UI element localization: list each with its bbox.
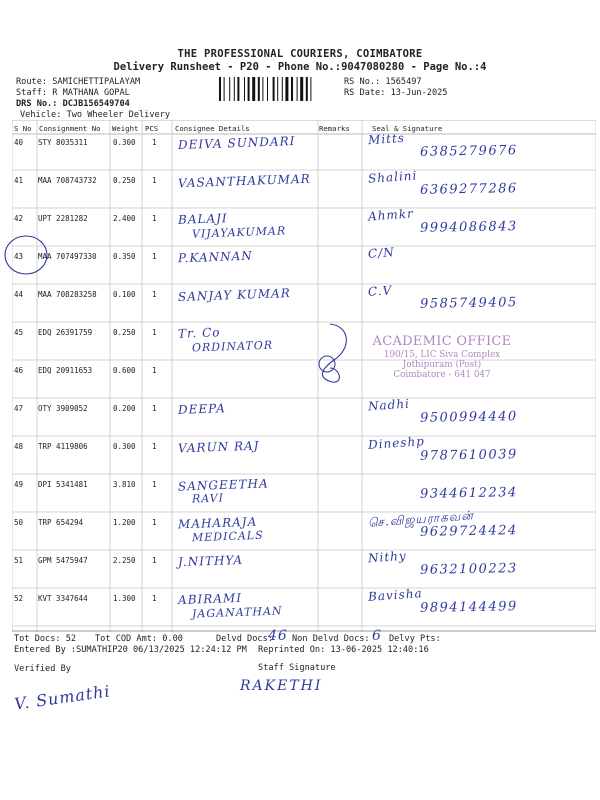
signature-handwriting: Nithy — [367, 548, 408, 566]
signature-handwriting: Shalini — [367, 168, 418, 186]
stamp-line-3: Jothipuram (Post) — [402, 360, 482, 370]
row-consignment-no: TRP 4119806 — [38, 442, 88, 451]
row-weight: 2.250 — [113, 556, 136, 565]
vehicle-label: Vehicle: Two Wheeler Delivery — [20, 110, 171, 120]
rs-date: RS Date: 13-Jun-2025 — [344, 88, 448, 98]
non-delivered-docs-value: 6 — [372, 628, 382, 644]
reprinted-on: Reprinted On: 13-06-2025 12:40:16 — [258, 645, 429, 655]
consignee-handwriting: VIJAYAKUMAR — [191, 224, 287, 241]
phone-handwriting: 9894144499 — [419, 599, 518, 616]
row-weight: 0.300 — [113, 442, 136, 451]
staff-signature-label: Staff Signature — [258, 663, 336, 673]
row-sno: 45 — [14, 328, 24, 337]
stamp-line-1: ACADEMIC OFFICE — [372, 334, 512, 349]
runsheet-subtitle: Delivery Runsheet - P20 - Phone No.:9047080280 - Page No.:4 — [113, 61, 487, 73]
row-weight: 0.200 — [113, 404, 136, 413]
row-sno: 51 — [14, 556, 24, 565]
consignee-handwriting: SANJAY KUMAR — [177, 286, 291, 304]
row-sno: 49 — [14, 480, 24, 489]
pen-circle-mark — [2, 232, 50, 278]
row-weight: 0.600 — [113, 366, 136, 375]
phone-handwriting: 6369277286 — [419, 181, 518, 198]
row-consignment-no: MAA 707497330 — [38, 252, 97, 261]
row-weight: 1.200 — [113, 518, 136, 527]
row-pcs: 1 — [152, 328, 157, 337]
rs-number: RS No.: 1565497 — [344, 77, 422, 87]
signature-handwriting: Mitts — [367, 130, 406, 148]
row-weight: 1.300 — [113, 594, 136, 603]
signature-handwriting: Nadhi — [367, 396, 411, 414]
row-pcs: 1 — [152, 404, 157, 413]
row-sno: 41 — [14, 176, 24, 185]
signature-handwriting: C/N — [367, 245, 396, 261]
consignee-handwriting: ABIRAMI — [177, 590, 243, 608]
consignee-handwriting: RAVI — [191, 491, 225, 506]
row-consignment-no: GPM 5475947 — [38, 556, 88, 565]
entered-by: Entered By :SUMATHIP20 06/13/2025 12:24:12 PM — [14, 645, 247, 655]
consignee-handwriting: MEDICALS — [191, 528, 264, 545]
signature-handwriting: Ahmkr — [367, 206, 415, 224]
stamp-line-2: 190/15, LIC Siva Complex — [383, 350, 501, 360]
row-consignment-no: STY 8035311 — [38, 138, 88, 147]
verified-signature: V. Sumathi — [13, 681, 112, 714]
consignee-handwriting: Tr. Co — [177, 325, 221, 341]
col-weight: Weight — [112, 124, 139, 133]
row-consignment-no: DPI 5341481 — [38, 480, 88, 489]
phone-handwriting: 9585749405 — [419, 295, 518, 312]
route-label: Route: SAMICHETTIPALAYAM — [16, 77, 141, 87]
consignee-handwriting: P.KANNAN — [177, 248, 254, 266]
row-consignment-no: UPT 2281282 — [38, 214, 88, 223]
row-sno: 40 — [14, 138, 24, 147]
signature-handwriting: செ.விஜயராகவன் — [367, 508, 475, 530]
staff-label: Staff: R MATHANA GOPAL — [16, 88, 130, 98]
phone-handwriting: 9344612234 — [419, 485, 518, 502]
total-cod-amount: Tot COD Amt: 0.00 — [95, 634, 183, 644]
signature-handwriting: Bavisha — [367, 586, 424, 604]
row-sno: 47 — [14, 404, 24, 413]
consignee-handwriting: ORDINATOR — [191, 338, 274, 355]
row-weight: 0.100 — [113, 290, 136, 299]
consignee-handwriting: VARUN RAJ — [177, 438, 260, 456]
row-consignment-no: KVT 3347644 — [38, 594, 88, 603]
row-sno: 46 — [14, 366, 24, 375]
row-sno: 52 — [14, 594, 24, 603]
col-consignee: Consignee Details — [175, 124, 250, 133]
total-docs: Tot Docs: 52 — [14, 634, 77, 644]
consignee-handwriting: JAGANATHAN — [191, 604, 283, 621]
consignee-handwriting: SANGEETHA — [177, 476, 269, 494]
row-sno: 44 — [14, 290, 24, 299]
consignee-handwriting: DEIVA SUNDARI — [177, 133, 296, 153]
col-signature: Seal & Signature — [372, 124, 443, 133]
row-sno: 42 — [14, 214, 24, 223]
non-delivered-docs-label: Non Delvd Docs: — [292, 634, 370, 644]
phone-handwriting: 9632100223 — [419, 561, 518, 578]
row-pcs: 1 — [152, 366, 157, 375]
row-pcs: 1 — [152, 176, 157, 185]
consignee-handwriting: MAHARAJA — [177, 514, 258, 532]
consignee-handwriting: DEEPA — [177, 401, 227, 417]
row-pcs: 1 — [152, 442, 157, 451]
consignee-handwriting: VASANTHAKUMAR — [177, 171, 311, 191]
row-weight: 0.250 — [113, 328, 136, 337]
row-weight: 0.350 — [113, 252, 136, 261]
row-pcs: 1 — [152, 556, 157, 565]
col-remarks: Remarks — [319, 124, 350, 133]
row-sno: 48 — [14, 442, 24, 451]
row-consignment-no: EDQ 20911653 — [38, 366, 93, 375]
row-sno: 43 — [14, 252, 24, 261]
col-sno: S No — [14, 124, 32, 133]
consignee-handwriting: J.NITHYA — [177, 552, 244, 570]
delivered-docs-label: Delvd Docs: — [216, 634, 273, 644]
row-pcs: 1 — [152, 480, 157, 489]
row-pcs: 1 — [152, 518, 157, 527]
row-pcs: 1 — [152, 290, 157, 299]
consignee-handwriting: BALAJI — [177, 211, 228, 227]
delivery-points-label: Delvy Pts: — [389, 634, 441, 644]
row-weight: 0.250 — [113, 176, 136, 185]
row-weight: 0.300 — [113, 138, 136, 147]
row-pcs: 1 — [152, 252, 157, 261]
phone-handwriting: 9500994440 — [419, 409, 518, 426]
signature-handwriting: Dineshp — [367, 434, 426, 452]
row-pcs: 1 — [152, 214, 157, 223]
phone-handwriting: 9629724424 — [419, 523, 518, 540]
row-pcs: 1 — [152, 594, 157, 603]
row-weight: 2.400 — [113, 214, 136, 223]
delivered-docs-value: 46 — [268, 628, 288, 644]
academic-office-stamp — [362, 334, 522, 380]
col-pcs: PCS — [145, 124, 159, 133]
phone-handwriting: 6385279676 — [419, 143, 518, 160]
row-weight: 3.810 — [113, 480, 136, 489]
col-consignment: Consignment No — [39, 124, 101, 133]
row-consignment-no: TRP 654294 — [38, 518, 84, 527]
row-pcs: 1 — [152, 138, 157, 147]
pen-squiggle-mark — [300, 318, 360, 388]
staff-handwritten-signature: RAKETHI — [240, 678, 323, 694]
phone-handwriting: 9994086843 — [419, 219, 518, 236]
row-consignment-no: MAA 708743732 — [38, 176, 97, 185]
row-consignment-no: MAA 708283258 — [38, 290, 97, 299]
stamp-line-4: Coimbatore - 641 047 — [393, 370, 491, 380]
company-title: THE PROFESSIONAL COURIERS, COIMBATORE — [177, 48, 423, 60]
row-consignment-no: EDQ 26391759 — [38, 328, 93, 337]
row-consignment-no: OTY 3909052 — [38, 404, 88, 413]
phone-handwriting: 9787610039 — [419, 447, 518, 464]
row-sno: 50 — [14, 518, 24, 527]
verified-by-label: Verified By — [14, 664, 71, 674]
signature-handwriting: C.V — [367, 283, 393, 299]
drs-number: DRS No.: DCJB156549704 — [16, 99, 130, 109]
